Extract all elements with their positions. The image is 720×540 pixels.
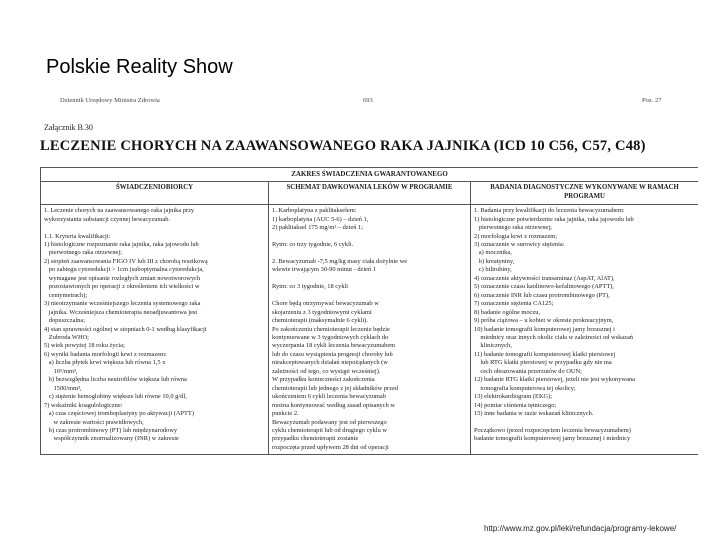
- cell-line: a) liczba płytek krwi większa lub równa 1,5 x: [44, 359, 166, 367]
- cell-line: [272, 249, 467, 257]
- cell-diagnostics: [471, 205, 699, 455]
- cell-line: 9) próba ciążowa – u kobiet w okresie prokreacyjnym,: [474, 317, 614, 325]
- attachment-label: Załącznik B.30: [44, 123, 93, 132]
- cell-line: w zakresie wartości prawidłowych,: [44, 418, 144, 426]
- cell-line: 11) badanie tomografii komputerowej klatki piersiowej: [474, 350, 616, 358]
- cell-line: lub do czasu wystąpienia progresji choroby lub: [272, 350, 393, 358]
- cell-line: [474, 419, 695, 427]
- cell-line: 1500/mm³,: [44, 384, 82, 392]
- cell-line: wyczerpania 18 cykli leczenia bewacyzumabem: [272, 342, 396, 350]
- cell-line: 7) wskaźniki koagulologiczne:: [44, 401, 123, 409]
- cell-line: nieakceptowanych działań niepożądanych (w: [272, 359, 388, 367]
- cell-line: b) bezwzględna liczba neutrofilów większa lub równa: [44, 376, 187, 384]
- cell-line: 2. Bewacyzumab -7,5 mg/kg masy ciała dożylnie we: [272, 257, 408, 265]
- cell-line: 15) inne badania w razie wskazań klinicznych.: [474, 410, 594, 418]
- cell-line: 2) paklitaksel 175 mg/m² – dzień 1;: [272, 224, 364, 232]
- cell-line: 6) wyniki badania morfologii krwi z rozmazem:: [44, 350, 167, 358]
- cell-dosage: [269, 205, 471, 455]
- cell-line: 10⁵/mm³,: [44, 367, 78, 375]
- cell-beneficiaries: [41, 205, 269, 455]
- cell-line: chemioterapii (maksymalnie 6 cykli).: [272, 317, 368, 325]
- cell-line: b) czas protrombinowy (PT) lub międzynarodowy: [44, 426, 178, 434]
- cell-line: 6) oznaczenie INR lub czasu protrombinowego (PT),: [474, 291, 610, 299]
- cell-line: 13) elektrokardiogram (EKG);: [474, 393, 553, 401]
- cell-line: Bewacyzumab podawany jest od pierwszego: [272, 418, 387, 426]
- cell-line: Chore będą otrzymywać bewacyzumab w: [272, 300, 379, 308]
- cell-line: dopuszczalna;: [44, 317, 85, 325]
- cell-line: 1. Leczenie chorych na zaawansowanego raka jajnika przy: [44, 207, 195, 215]
- cell-line: 14) pomiar ciśnienia tętniczego;: [474, 401, 557, 409]
- document-header: [30, 95, 698, 109]
- position-number: Poz. 27: [642, 97, 662, 104]
- cell-line: a) czas częściowej tromboplastyny po aktywacji (APTT): [44, 410, 194, 418]
- cell-line: 1) histologiczne potwierdzenie raka jajnika, raka jajowodu lub: [474, 215, 634, 223]
- cell-line: b) kreatyniny,: [474, 257, 515, 265]
- cell-line: lub RTG klatki piersiowej w przypadku gdy nie ma: [474, 359, 612, 367]
- cell-line: Zubroda WHO;: [44, 333, 89, 341]
- cell-line: wykorzystaniu substancji czynnej bewacyzumab.: [44, 215, 170, 223]
- cell-line: chemioterapii lub jednego z jej składników przed: [272, 384, 398, 392]
- cell-line: zależności od tego, co wystąpi wcześniej).: [272, 367, 381, 375]
- cell-line: W przypadku konieczności zakończenia: [272, 376, 375, 384]
- cell-line: a) mocznika,: [474, 249, 512, 257]
- program-table: [40, 167, 698, 455]
- cell-line: Początkowo (przed rozpoczęciem leczenia bewacyzumabem): [474, 426, 631, 434]
- cell-line: pierwotnego raka otrzewnej;: [474, 224, 552, 232]
- cell-line: pozostawionych po operacji z określeniem ich wielkości w: [44, 283, 200, 291]
- source-url[interactable]: http://www.mz.gov.pl/leki/refundacja/programy-lekowe/: [484, 524, 677, 533]
- column-header-beneficiaries: ŚWIADCZENIOBIORCY: [41, 182, 269, 205]
- document-scan: [30, 95, 698, 505]
- cell-line: wlewie trwającym 30-90 minut - dzień 1: [272, 266, 376, 274]
- cell-line: przypadku chemioterapii zostanie: [272, 435, 359, 443]
- cell-line: 12) badanie RTG klatki piersiowej, jeżeli nie jest wykonywana: [474, 376, 635, 384]
- cell-line: c) bilirubiny,: [474, 266, 512, 274]
- cell-line: pierwotnego raka otrzewnej;: [44, 249, 122, 257]
- cell-line: jajnika. Wcześniejsza chemioterapia neoadjuwantowa jest: [44, 308, 198, 316]
- cell-line: 1. Badania przy kwalifikacji do leczenia bewacyzumabem:: [474, 207, 625, 215]
- document-heading: LECZENIE CHORYCH NA ZAAWANSOWANEGO RAKA JAJNIKA (ICD 10 C56, C57, C48): [40, 138, 646, 154]
- cell-line: punkcie 2.: [272, 410, 299, 418]
- cell-line: skojarzeniu z 3 tygodniowymi cyklami: [272, 308, 372, 316]
- cell-line: 5) wiek powyżej 18 roku życia;: [44, 342, 125, 350]
- cell-line: badanie tomografii komputerowej jamy brzusznej i miednicy: [474, 435, 631, 443]
- cell-line: 2) stopień zaawansowania FIGO IV lub III z chorobą resztkową: [44, 257, 208, 265]
- cell-line: c) stężenie hemoglobiny większe lub równe 10,0 g/dl,: [44, 393, 187, 401]
- cell-line: współczynnik znormalizowany (INR) w zakresie: [44, 435, 179, 443]
- cell-line: 1) histologiczne rozpoznanie raka jajnika, raka jajowodu lub: [44, 240, 199, 248]
- page-number: 693: [363, 97, 373, 104]
- cell-line: cech obrazowania przerzutów do OUN;: [474, 367, 582, 375]
- cell-line: 4) oznaczenie aktywności transaminaz (AspAT, AlAT),: [474, 274, 615, 282]
- column-header-dosage: SCHEMAT DAWKOWANIA LEKÓW W PROGRAMIE: [269, 182, 471, 205]
- cell-line: 3) oznaczenie w surowicy stężenia:: [474, 240, 565, 248]
- slide-title: Polskie Reality Show: [46, 56, 233, 78]
- column-header-diagnostics: BADANIA DIAGNOSTYCZNE WYKONYWANE W RAMACH PROGRAMU: [471, 182, 699, 205]
- cell-line: klinicznych,: [474, 342, 512, 350]
- cell-line: 10) badanie tomografii komputerowej jamy brzusznej i: [474, 325, 615, 333]
- cell-line: kontynuowane w 3 tygodniowych cyklach do: [272, 333, 389, 341]
- cell-line: cyklu chemioterapii lub od drugiego cyklu w: [272, 426, 388, 434]
- cell-line: [272, 233, 467, 241]
- cell-line: miednicy oraz innych okolic ciała w zależności od wskazań: [474, 333, 633, 341]
- cell-line: rozpoczęta przed upływem 28 dni od operacji: [272, 443, 389, 451]
- cell-line: 1. Karboplatyna z paklitakselem:: [272, 207, 357, 215]
- cell-line: 1) karboplatyna (AUC 5-6) – dzień 1,: [272, 215, 369, 223]
- cell-line: 2) morfologia krwi z rozmazem;: [474, 232, 558, 240]
- cell-line: [44, 224, 265, 232]
- cell-line: Rytm: co trzy tygodnie, 6 cykli.: [272, 240, 354, 248]
- cell-line: 7) oznaczenie stężenia CA125;: [474, 300, 554, 308]
- cell-line: 4) stan sprawności ogólnej w stopniach 0-1 według klasyfikacji: [44, 325, 207, 333]
- cell-line: centymetrach);: [44, 291, 88, 299]
- cell-line: 3) nieotrzymanie wcześniejszego leczenia systemowego raka: [44, 300, 201, 308]
- table-group-header: ZAKRES ŚWIADCZENIA GWARANTOWANEGO: [41, 168, 699, 182]
- cell-line: wymagane jest opisanie rozległych zmian nowotworowych: [44, 274, 201, 282]
- cell-line: można kontynuować według zasad opisanych w: [272, 401, 395, 409]
- cell-line: Po zakończeniu chemioterapii leczenie będzie: [272, 325, 390, 333]
- cell-line: 8) badanie ogólne moczu,: [474, 308, 541, 316]
- journal-name: Dziennik Urzędowy Ministra Zdrowia: [60, 97, 160, 104]
- cell-line: Rytm: co 3 tygodnie, 18 cykli: [272, 283, 349, 291]
- cell-line: [272, 292, 467, 300]
- cell-line: 1.1. Kryteria kwalifikacji:: [44, 232, 111, 240]
- cell-line: ukończeniem 6 cykli leczenia bewacyzumab: [272, 393, 386, 401]
- cell-line: tomografia komputerowa tej okolicy;: [474, 384, 576, 392]
- cell-line: po zabiegu cytoredukcji > 1cm (suboptymalna cytoredukcja,: [44, 266, 204, 274]
- cell-line: 5) oznaczenie czasu kaolinowo-kefalinowego (APTT),: [474, 283, 615, 291]
- cell-line: [272, 275, 467, 283]
